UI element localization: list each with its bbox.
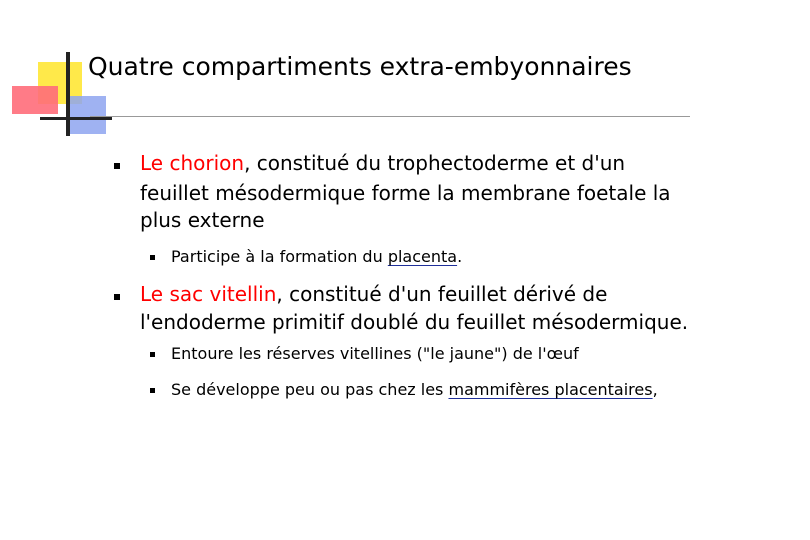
sub-bullet-placenta: Participe à la formation du placenta. [171,247,463,266]
logo-vertical-line [66,52,70,136]
bullet-chorion-line-1: Le chorion, constitué du trophectoderme et d'un [140,151,626,175]
logo-blue-square [66,96,106,134]
slide-title: Quatre compartiments extra-embyonnaires [88,52,632,81]
chorion-term: Le chorion [140,151,245,175]
mammiferes-placentaires-link[interactable]: mammifères placentaires [448,380,653,399]
logo-horizontal-line [40,117,112,120]
bullet-chorion-line-3: plus externe [140,208,265,232]
sac-vitellin-term: Le sac vitellin [140,282,277,306]
logo-red-square [12,86,58,114]
sub-bullet-marker [150,255,155,260]
title-divider [90,116,690,117]
bullet-sac-vitellin-line-2: l'endoderme primitif doublé du feuillet mésodermique. [140,310,689,334]
bullet-sac-vitellin-line-1: Le sac vitellin, constitué d'un feuillet dérivé de [140,282,608,306]
sub-bullet-reserves: Entoure les réserves vitellines ("le jaune") de l'œuf [171,344,579,363]
sub-bullet-mammiferes: Se développe peu ou pas chez les mammifères placentaires, [171,380,658,399]
placenta-link[interactable]: placenta [387,247,458,266]
sub-bullet-marker [150,388,155,393]
bullet-marker [114,163,120,169]
sub-bullet-marker [150,352,155,357]
bullet-marker [114,294,120,300]
bullet-chorion-line-2: feuillet mésodermique forme la membrane foetale la [140,181,671,205]
